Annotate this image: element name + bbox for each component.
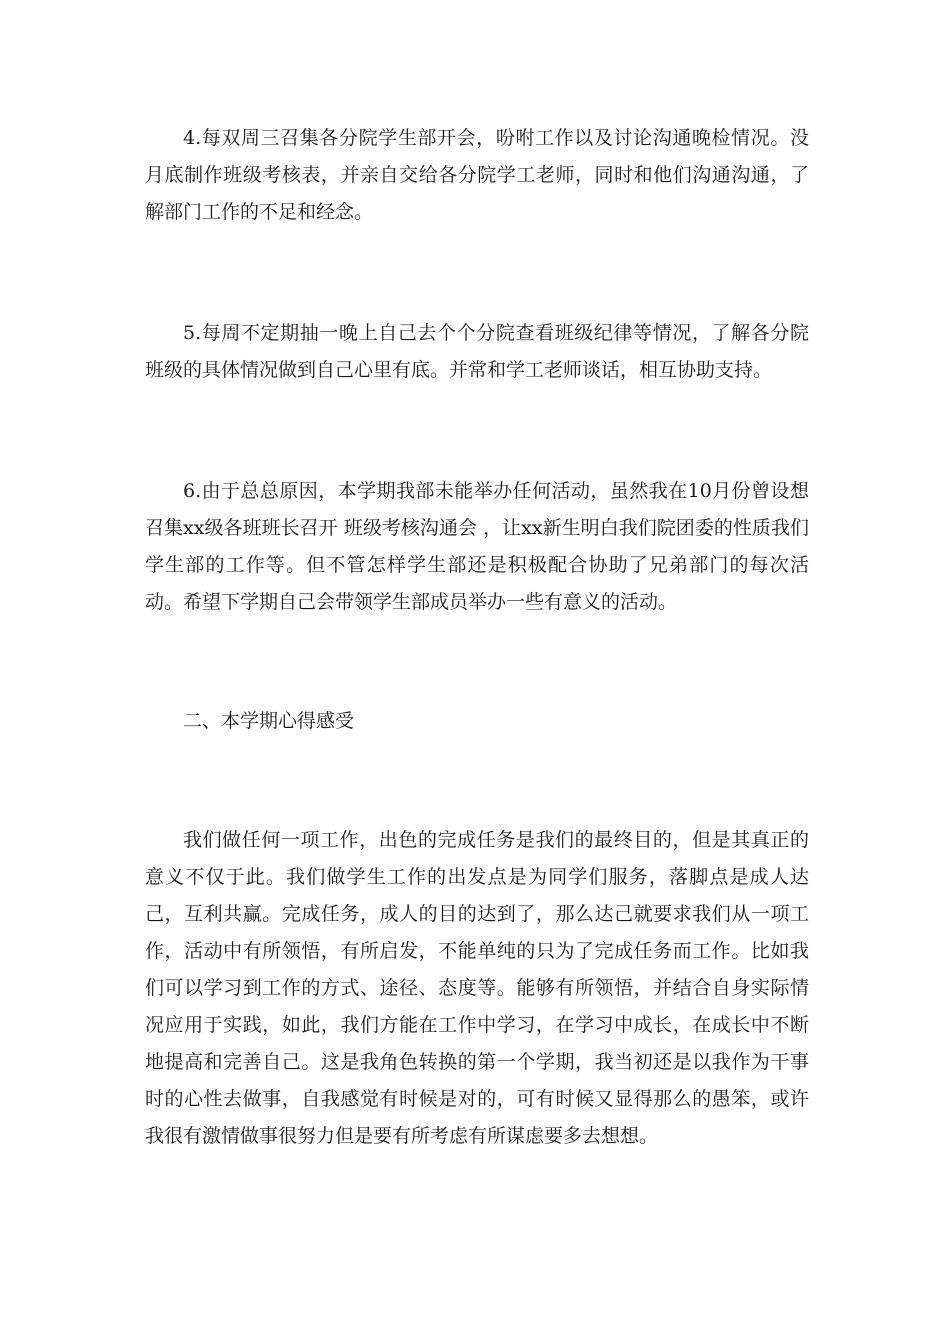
section-heading: 二、本学期心得感受: [183, 710, 355, 732]
paragraph-spacer: [145, 231, 809, 315]
paragraph-spacer: [145, 621, 809, 703]
paragraph-spacer: [145, 740, 809, 822]
document-body: [145, 120, 809, 1155]
paragraph-item-6: 6.由于总总原因，本学期我部未能举办任何活动，虽然我在10月份曾设想召集xx级各班班长召开 班级考核沟通会 ，让xx新生明白我们院团委的性质我们学生部的工作等。但不管怎样学生部还是积极配合协助了兄弟部门的每次活动。希望下学期自己会带领学生部成员举办一些有意义的活动。: [145, 480, 809, 613]
paragraph-spacer: [145, 389, 809, 473]
paragraph-reflection: 我们做任何一项工作，出色的完成任务是我们的最终目的，但是其真正的意义不仅于此。我们做学生工作的出发点是为同学们服务，落脚点是成人达己，互利共赢。完成任务，成人的目的达到了，那么达己就要求我们从一项工作，活动中有所领悟，有所启发，不能单纯的只为了完成任务而工作。比如我们可以学习到工作的方式、途径、态度等。能够有所领悟，并结合自身实际情况应用于实践，如此，我们方能在工作中学习，在学习中成长，在成长中不断地提高和完善自己。这是我角色转换的第一个学期，我当初还是以我作为干事时的心性去做事，自我感觉有时候是对的，可有时候又显得那么的愚笨，或许我很有激情做事很努力但是要有所考虑有所谋虑要多去想想。: [145, 829, 809, 1147]
paragraph-item-5: 5.每周不定期抽一晚上自己去个个分院查看班级纪律等情况，了解各分院班级的具体情况做到自己心里有底。并常和学工老师谈话，相互协助支持。: [145, 322, 809, 381]
paragraph-item-4: 4.每双周三召集各分院学生部开会，吩咐工作以及讨论沟通晚检情况。没月底制作班级考核表，并亲自交给各分院学工老师，同时和他们沟通沟通，了解部门工作的不足和经念。: [145, 127, 809, 223]
